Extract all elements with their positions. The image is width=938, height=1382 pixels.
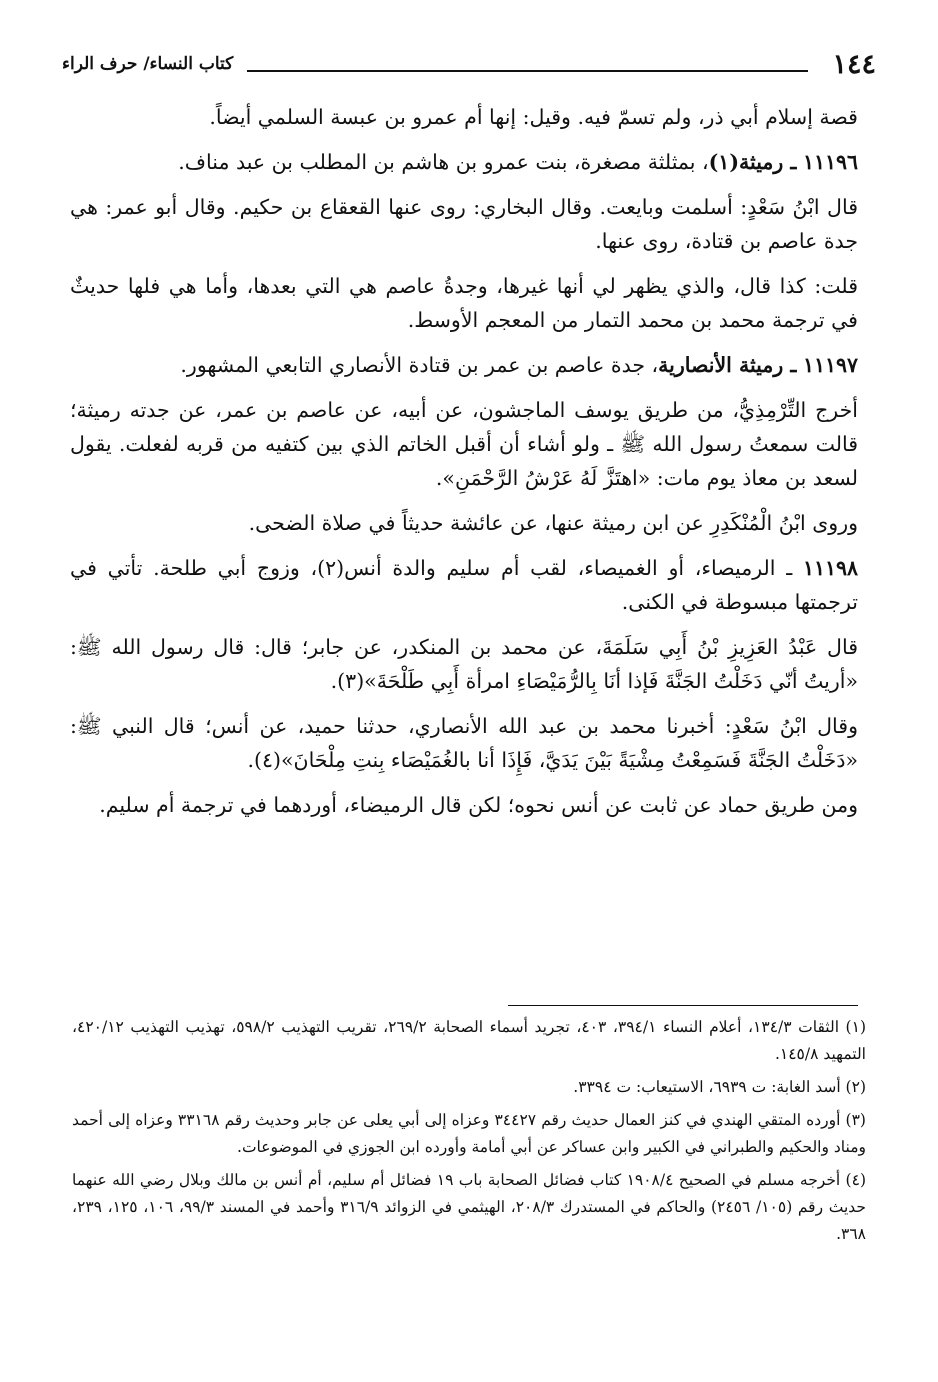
paragraph-text: ، بمثلثة مصغرة، بنت عمرو بن هاشم بن المطلب بن عبد مناف. xyxy=(178,150,709,174)
running-title: كتاب النساء/ حرف الراء xyxy=(62,54,234,74)
page-number: ١٤٤ xyxy=(832,48,876,80)
entry-paragraph xyxy=(70,145,858,179)
footnotes xyxy=(72,1014,866,1254)
paragraph xyxy=(70,269,858,337)
entry-number: ١١١٩٦ xyxy=(802,150,858,174)
paragraph xyxy=(70,630,858,698)
footnote-separator xyxy=(508,1005,858,1006)
entry-number: ١١١٩٨ xyxy=(802,556,858,580)
entry-paragraph xyxy=(70,348,858,382)
paragraph xyxy=(70,190,858,258)
page-header xyxy=(62,44,876,84)
paragraph-text: ـ الرميصاء، أو الغميصاء، لقب أم سليم والدة أنس(٢)، وزوج أبي طلحة. تأتي في ترجمتها مبسوطة في الكنى. xyxy=(70,556,858,614)
paragraph xyxy=(70,788,858,822)
footnote: (٣) أورده المتقي الهندي في كنز العمال حديث رقم ٣٤٤٢٧ وعزاه إلى أبي يعلى عن جابر وحديث رقم ٣٣١٦٨ وعزاه إلى أحمد ومناد والحكيم والطبراني في الكبير وابن عساكر عن أبي أمامة وأورده ابن الجوزي في الموضوعات. xyxy=(72,1111,866,1156)
paragraph-text: أخرج التِّرْمِذِيُّ، من طريق يوسف الماجشون، عن أبيه، عن عاصم بن عمر، عن جدته رميثة؛ قالت سمعتُ رسول الله ﷺ ـ ولو أشاء أن أقبل الخاتم الذي بين كتفيه من قربه لفعلت. يقول لسعد بن معاذ يوم مات: «اهتَزَّ لَهُ عَرْشُ الرَّحْمَنِ». xyxy=(70,398,858,490)
paragraph xyxy=(70,100,858,134)
paragraph xyxy=(70,709,858,777)
footnote: (٢) أسد الغابة: ت ٦٩٣٩، الاستيعاب: ت ٣٣٩٤. xyxy=(573,1078,866,1096)
paragraph xyxy=(70,393,858,495)
paragraph-text: وروى ابْنُ الْمُنْكَدِرِ عن ابن رميثة عنها، عن عائشة حديثاً في صلاة الضحى. xyxy=(248,511,858,535)
main-text xyxy=(70,100,858,833)
paragraph-text: قلت: كذا قال، والذي يظهر لي أنها غيرها، وجدةُ عاصم هي التي بعدها، وأما هي فلها حديثٌ في ترجمة محمد بن محمد التمار من المعجم الأوسط. xyxy=(70,274,858,332)
paragraph-text: وقال ابْنُ سَعْدٍ: أخبرنا محمد بن عبد الله الأنصاري، حدثنا حميد، عن أنس؛ قال النبي ﷺ: «دَخَلْتُ الجَنَّةَ فَسَمِعْتُ مِشْيَةً بَيْنَ يَدَيَّ، فَإِذَا أنا بالغُمَيْصَاء بِنتِ مِلْحَانَ»(٤). xyxy=(70,714,858,772)
paragraph xyxy=(70,506,858,540)
entry-paragraph xyxy=(70,551,858,619)
header-rule xyxy=(247,70,808,72)
entry-name: ـ رميثة الأنصارية xyxy=(658,353,797,377)
paragraph-text: قصة إسلام أبي ذر، ولم تسمّ فيه. وقيل: إنها أم عمرو بن عبسة السلمي أيضاً. xyxy=(209,105,858,129)
paragraph-text: ومن طريق حماد عن ثابت عن أنس نحوه؛ لكن قال الرميضاء، أوردهما في ترجمة أم سليم. xyxy=(99,793,858,817)
footnote: (٤) أخرجه مسلم في الصحيح ١٩٠٨/٤ كتاب فضائل الصحابة باب ١٩ فضائل أم سليم، أم أنس بن مالك وبلال رضي الله عنهما حديث رقم (١٠٥/ ٢٤٥٦) والحاكم في المستدرك ٢٠٨/٣، الهيثمي في الزوائد ٣١٦/٩ وأحمد في المسند ٩٩/٣، ١٠٦، ١٢٥، ٢٣٩، ٣٦٨. xyxy=(72,1171,866,1243)
entry-number: ١١١٩٧ xyxy=(802,353,858,377)
entry-name: ـ رميثة(١) xyxy=(708,150,797,174)
footnote: (١) الثقات ١٣٤/٣، أعلام النساء ٣٩٤/١، ٤٠٣، تجريد أسماء الصحابة ٢٦٩/٢، تقريب التهذيب ٥٩٨/٢، تهذيب التهذيب ٤٢٠/١٢، التمهيد ١٤٥/٨. xyxy=(72,1018,866,1063)
paragraph-text: قال ابْنُ سَعْدٍ: أسلمت وبايعت. وقال البخاري: روى عنها القعقاع بن حكيم. وقال أبو عمر: هي جدة عاصم بن قتادة، روى عنها. xyxy=(70,195,858,253)
paragraph-text: ، جدة عاصم بن عمر بن قتادة الأنصاري التابعي المشهور. xyxy=(180,353,659,377)
paragraph-text: قال عَبْدُ العَزِيزِ بْنُ أَبِي سَلَمَةَ، عن محمد بن المنكدر، عن جابر؛ قال: قال رسول الله ﷺ: «أريتُ أنّي دَخَلْتُ الجَنَّةَ فَإذا أنَا بِالرُّمَيْصَاءِ امرأة أَبِي طَلْحَةَ»(٣). xyxy=(70,635,858,693)
